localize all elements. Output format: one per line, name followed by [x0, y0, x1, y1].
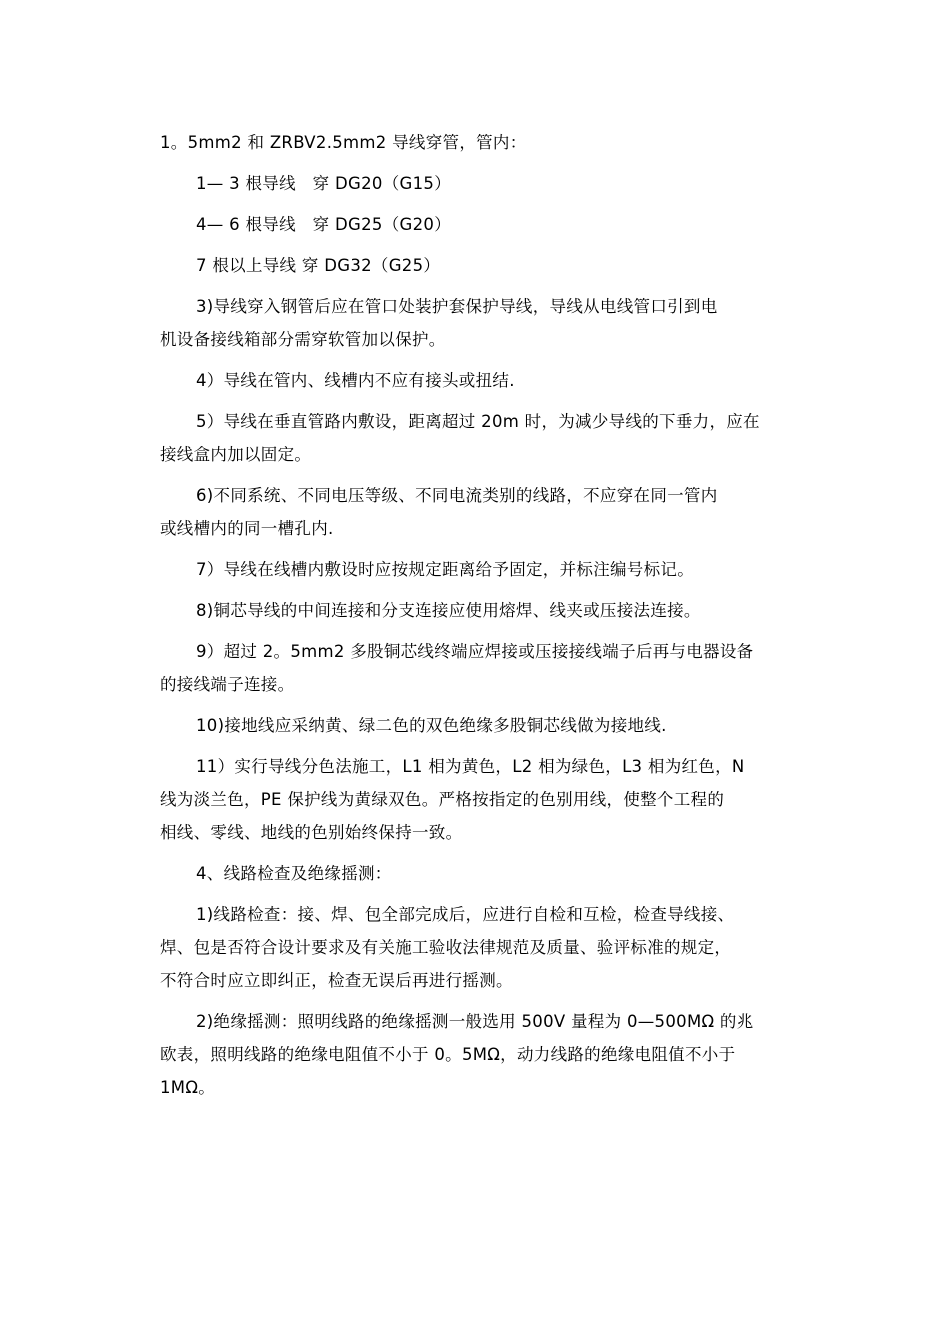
paragraph-pipe-rule-3	[160, 249, 810, 282]
text-line: 3)导线穿入钢管后应在管口处装护套保护导线，导线从电线管口引到电	[196, 297, 718, 316]
text-line: 1)线路检查：接、焊、包全部完成后，应进行自检和互检，检查导线接、	[196, 905, 735, 924]
text-line: 1。5mm2 和 ZRBV2.5mm2 导线穿管，管内：	[160, 133, 527, 152]
text-line: 7 根以上导线 穿 DG32（G25）	[196, 256, 441, 275]
text-line: 8)铜芯导线的中间连接和分支连接应使用熔焊、线夹或压接法连接。	[196, 601, 701, 620]
text-line: 4）导线在管内、线槽内不应有接头或扭结.	[196, 371, 515, 390]
paragraph-item-7	[160, 553, 810, 586]
paragraph-pipe-rule-1	[160, 167, 810, 200]
paragraph-item-10	[160, 709, 810, 742]
text-line: 机设备接线箱部分需穿软管加以保护。	[160, 330, 446, 349]
paragraph-item-11	[160, 750, 810, 849]
text-line: 4、线路检查及绝缘摇测：	[196, 864, 392, 883]
paragraph-inspection-2	[160, 1005, 810, 1104]
section-heading-inspection	[160, 857, 810, 890]
text-line: 欧表，照明线路的绝缘电阻值不小于 0。5MΩ，动力线路的绝缘电阻值不小于	[160, 1045, 736, 1064]
paragraph-pipe-rule-2	[160, 208, 810, 241]
text-line: 5）导线在垂直管路内敷设，距离超过 20m 时，为减少导线的下垂力，应在	[196, 412, 760, 431]
text-line: 7）导线在线槽内敷设时应按规定距离给予固定，并标注编号标记。	[196, 560, 694, 579]
paragraph-item-4	[160, 364, 810, 397]
text-line: 9）超过 2。5mm2 多股铜芯线终端应焊接或压接接线端子后再与电器设备	[196, 642, 754, 661]
paragraph-item-6	[160, 479, 810, 545]
text-line: 4— 6 根导线 穿 DG25（G20）	[196, 215, 451, 234]
paragraph-item-8	[160, 594, 810, 627]
text-line: 不符合时应立即纠正，检查无误后再进行摇测。	[160, 971, 513, 990]
paragraph-item-5	[160, 405, 810, 471]
text-line: 1MΩ。	[160, 1078, 216, 1097]
text-line: 线为淡兰色，PE 保护线为黄绿双色。严格按指定的色别用线，使整个工程的	[160, 790, 725, 809]
text-line: 或线槽内的同一槽孔内.	[160, 519, 334, 538]
paragraph-item-3	[160, 290, 810, 356]
paragraph-item-9	[160, 635, 810, 701]
text-line: 2)绝缘摇测：照明线路的绝缘摇测一般选用 500V 量程为 0—500MΩ 的兆	[196, 1012, 754, 1031]
text-line: 相线、零线、地线的色别始终保持一致。	[160, 823, 463, 842]
text-line: 10)接地线应采纳黄、绿二色的双色绝缘多股铜芯线做为接地线.	[196, 716, 667, 735]
document-body	[160, 126, 810, 1112]
paragraph-intro	[160, 126, 810, 159]
text-line: 6)不同系统、不同电压等级、不同电流类别的线路，不应穿在同一管内	[196, 486, 718, 505]
text-line: 的接线端子连接。	[160, 675, 295, 694]
text-line: 1— 3 根导线 穿 DG20（G15）	[196, 174, 451, 193]
text-line: 焊、包是否符合设计要求及有关施工验收法律规范及质量、验评标准的规定，	[160, 938, 732, 957]
text-line: 11）实行导线分色法施工，L1 相为黄色，L2 相为绿色，L3 相为红色，N	[196, 757, 745, 776]
paragraph-inspection-1	[160, 898, 810, 997]
text-line: 接线盒内加以固定。	[160, 445, 312, 464]
